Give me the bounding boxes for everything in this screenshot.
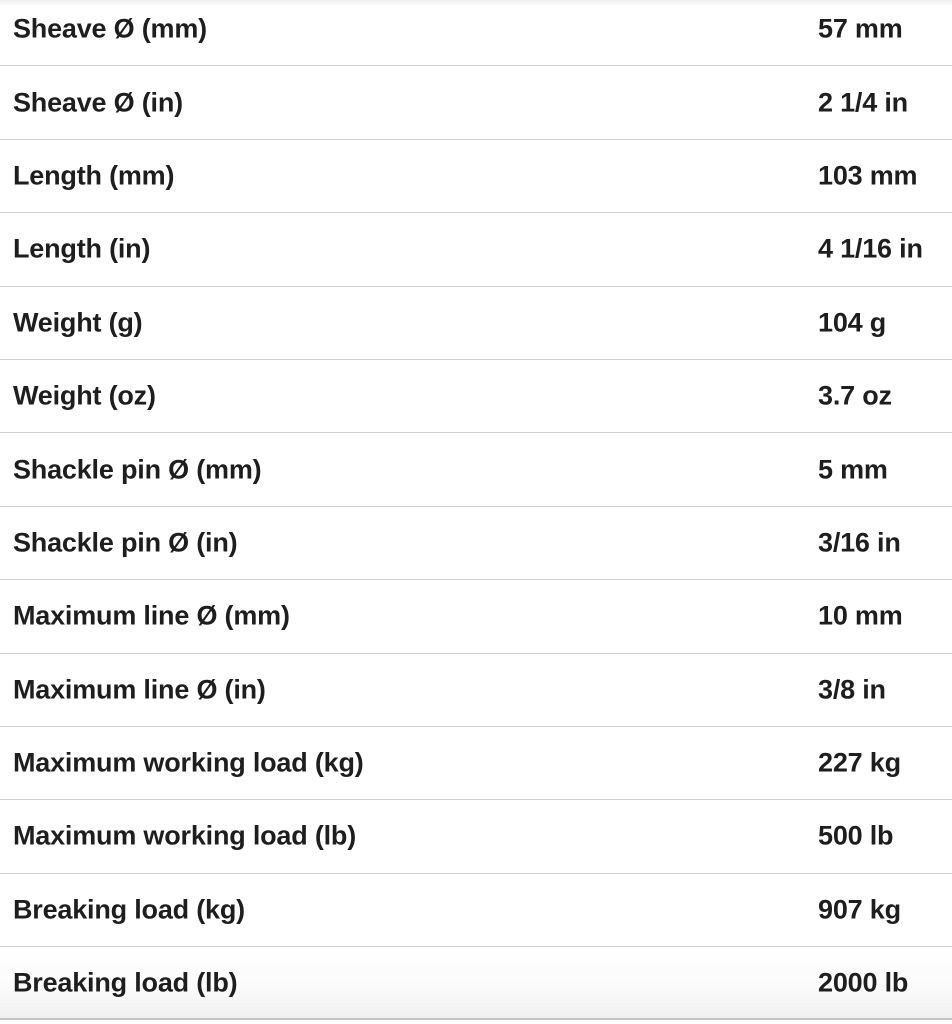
- spec-value: 3/16 in: [818, 527, 901, 558]
- spec-row-max-working-load-lb: [0, 800, 952, 873]
- spec-label: Breaking load (lb): [13, 967, 238, 998]
- spec-label: Length (mm): [13, 160, 175, 191]
- spec-value: 3.7 oz: [818, 380, 892, 411]
- spec-row-breaking-load-kg: [0, 874, 952, 947]
- spec-value: 907 kg: [818, 894, 901, 925]
- spec-row-shackle-pin-in: [0, 507, 952, 580]
- spec-row-max-working-load-kg: [0, 727, 952, 800]
- spec-value: 4 1/16 in: [818, 233, 923, 264]
- spec-value: 500 lb: [818, 820, 894, 851]
- spec-row-breaking-load-lb: [0, 947, 952, 1020]
- spec-label: Shackle pin Ø (mm): [13, 454, 262, 485]
- spec-label: Breaking load (kg): [13, 894, 245, 925]
- spec-label: Maximum line Ø (mm): [13, 600, 290, 631]
- spec-row-weight-oz: [0, 360, 952, 433]
- spec-label: Sheave Ø (in): [13, 87, 183, 118]
- spec-label: Weight (g): [13, 307, 143, 338]
- spec-row-max-line-mm: [0, 580, 952, 653]
- spec-label: Length (in): [13, 233, 151, 264]
- spec-row-sheave-diameter-in: [0, 66, 952, 139]
- spec-row-sheave-diameter-mm: [0, 0, 952, 66]
- spec-row-max-line-in: [0, 654, 952, 727]
- spec-value: 5 mm: [818, 454, 888, 485]
- spec-label: Shackle pin Ø (in): [13, 527, 238, 558]
- spec-label: Maximum working load (lb): [13, 820, 357, 851]
- spec-value: 2000 lb: [818, 967, 909, 998]
- spec-row-weight-g: [0, 287, 952, 360]
- spec-label: Maximum working load (kg): [13, 747, 364, 778]
- spec-label: Maximum line Ø (in): [13, 674, 266, 705]
- spec-value: 3/8 in: [818, 674, 886, 705]
- spec-row-length-mm: [0, 140, 952, 213]
- spec-row-shackle-pin-mm: [0, 433, 952, 506]
- spec-label: Sheave Ø (mm): [13, 13, 207, 44]
- spec-value: 57 mm: [818, 13, 903, 44]
- spec-value: 227 kg: [818, 747, 901, 778]
- spec-label: Weight (oz): [13, 380, 156, 411]
- spec-row-length-in: [0, 213, 952, 286]
- spec-value: 10 mm: [818, 600, 903, 631]
- spec-value: 2 1/4 in: [818, 87, 908, 118]
- spec-value: 104 g: [818, 307, 887, 338]
- spec-value: 103 mm: [818, 160, 918, 191]
